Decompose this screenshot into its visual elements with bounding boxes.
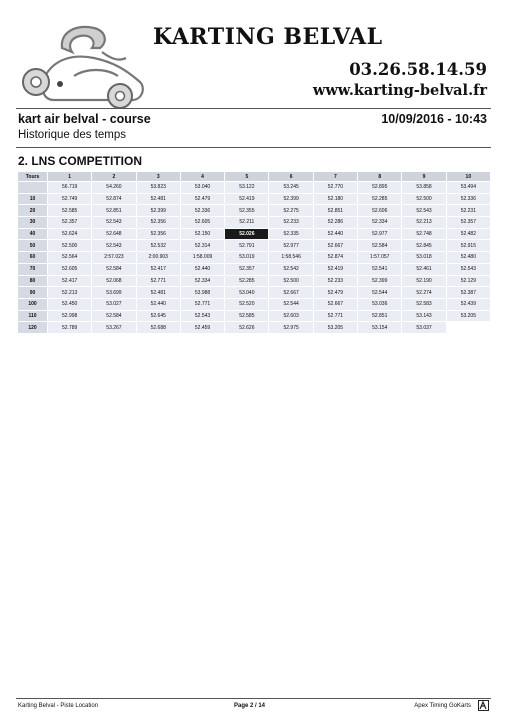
table-row — [18, 322, 491, 334]
lap-time-cell: 52.355 — [225, 205, 269, 217]
lap-time-cell: 52.585 — [225, 310, 269, 322]
lap-time-cell: 52.532 — [136, 240, 180, 252]
lap-time-cell: 52.439 — [446, 298, 490, 310]
lap-time-cell: 53.205 — [446, 310, 490, 322]
lap-time-cell: 52.771 — [313, 310, 357, 322]
lap-time-cell: 52.399 — [136, 205, 180, 217]
lap-time-cell: 52.231 — [446, 205, 490, 217]
lap-time-cell: 52.543 — [180, 310, 224, 322]
lap-number-cell: 10 — [18, 193, 48, 205]
column-header-laps: Tours — [18, 172, 48, 182]
lap-time-cell: 1:58.546 — [269, 252, 313, 264]
lap-time-cell: 52.129 — [446, 275, 490, 287]
lap-time-cell: 53.036 — [358, 298, 402, 310]
lap-time-cell: 53.037 — [402, 322, 446, 334]
table-row — [18, 263, 491, 275]
lap-time-cell: 52.440 — [313, 228, 357, 240]
lap-time-cell: 52.624 — [48, 228, 92, 240]
lap-time-cell: 52.419 — [313, 263, 357, 275]
lap-time-cell: 52.771 — [180, 298, 224, 310]
lap-time-cell: 52.480 — [446, 252, 490, 264]
lap-time-cell: 52.874 — [313, 252, 357, 264]
lap-time-cell: 52.274 — [402, 287, 446, 299]
lap-time-cell: 53.245 — [269, 182, 313, 194]
table-header-row — [18, 172, 491, 182]
lap-time-cell: 2:57.023 — [92, 252, 136, 264]
lap-time-cell: 53.018 — [402, 252, 446, 264]
lap-time-cell: 52.998 — [48, 310, 92, 322]
lap-time-cell: 52.605 — [180, 217, 224, 229]
lap-time-cell: 52.213 — [402, 217, 446, 229]
lap-time-cell: 53.205 — [313, 322, 357, 334]
lap-time-cell: 52.285 — [358, 193, 402, 205]
lap-number-cell: 80 — [18, 275, 48, 287]
footer-location: Karting Belval - Piste Location — [18, 703, 99, 709]
lap-time-cell: 52.605 — [48, 263, 92, 275]
lap-number-cell: 120 — [18, 322, 48, 334]
lap-time-cell: 52.440 — [180, 263, 224, 275]
lap-time-cell: 52.399 — [269, 193, 313, 205]
lap-time-cell: 52.334 — [180, 275, 224, 287]
lap-time-cell: 53.494 — [446, 182, 490, 194]
lap-time-cell: 52.645 — [136, 310, 180, 322]
lap-time-cell: 52.606 — [358, 205, 402, 217]
lap-time-cell: 52.845 — [402, 240, 446, 252]
lap-number-cell: 100 — [18, 298, 48, 310]
table-row — [18, 182, 491, 194]
lap-time-cell: 52.285 — [225, 275, 269, 287]
lap-number-cell: 70 — [18, 263, 48, 275]
column-header-col-5: 5 — [225, 172, 269, 182]
table-body — [18, 182, 491, 334]
lap-time-cell: 52.334 — [358, 217, 402, 229]
lap-time-cell: 52.541 — [358, 263, 402, 275]
lap-time-cell: 52.544 — [358, 287, 402, 299]
lap-time-cell: 52.275 — [269, 205, 313, 217]
lap-time-cell: 52.564 — [48, 252, 92, 264]
lap-time-cell: 52.399 — [358, 275, 402, 287]
section-title: 2. LNS COMPETITION — [18, 154, 143, 168]
lap-time-cell: 52.479 — [180, 193, 224, 205]
lap-time-cell: 52.603 — [269, 310, 313, 322]
lap-time-cell: 52.213 — [48, 287, 92, 299]
lap-time-cell: 52.748 — [402, 228, 446, 240]
best-lap-time-cell: 52.026 — [225, 228, 269, 240]
lap-time-cell: 53.143 — [402, 310, 446, 322]
lap-time-cell: 56.719 — [48, 182, 92, 194]
lap-time-cell: 52.500 — [48, 240, 92, 252]
column-header-col-1: 1 — [48, 172, 92, 182]
lap-time-cell: 52.335 — [269, 228, 313, 240]
lap-time-cell: 52.975 — [269, 322, 313, 334]
lap-time-cell: 53.858 — [402, 182, 446, 194]
lap-time-cell: 53.154 — [358, 322, 402, 334]
lap-time-cell: 52.583 — [402, 298, 446, 310]
lap-time-cell: 52.915 — [446, 240, 490, 252]
lap-time-cell: 52.977 — [358, 228, 402, 240]
column-header-col-6: 6 — [269, 172, 313, 182]
lap-time-cell: 2:00.903 — [136, 252, 180, 264]
website-address: www.karting-belval.fr — [312, 82, 487, 99]
lap-time-cell: 52.667 — [313, 240, 357, 252]
column-header-col-8: 8 — [358, 172, 402, 182]
lap-time-cell: 52.500 — [402, 193, 446, 205]
lap-time-cell: 52.688 — [136, 322, 180, 334]
table-row — [18, 310, 491, 322]
lap-time-cell: 52.286 — [313, 217, 357, 229]
table-row — [18, 252, 491, 264]
lap-time-cell: 52.356 — [136, 228, 180, 240]
empty-cell — [446, 322, 490, 334]
brand-title: KARTING BELVAL — [153, 24, 383, 50]
lap-number-cell: 30 — [18, 217, 48, 229]
lap-time-cell: 52.770 — [313, 182, 357, 194]
lap-time-cell: 52.667 — [313, 298, 357, 310]
lap-time-cell: 53.040 — [180, 182, 224, 194]
lap-time-cell: 52.417 — [136, 263, 180, 275]
lap-time-cell: 52.544 — [269, 298, 313, 310]
lap-number-cell: 20 — [18, 205, 48, 217]
lap-time-cell: 53.267 — [92, 322, 136, 334]
lap-time-cell: 52.543 — [402, 205, 446, 217]
lap-time-cell: 52.667 — [269, 287, 313, 299]
lap-time-cell: 52.481 — [136, 287, 180, 299]
lap-time-cell: 53.027 — [92, 298, 136, 310]
lap-time-cell: 52.648 — [92, 228, 136, 240]
table-row — [18, 240, 491, 252]
lap-time-cell: 52.356 — [136, 217, 180, 229]
table-row — [18, 205, 491, 217]
lap-time-cell: 53.823 — [136, 182, 180, 194]
lap-time-cell: 52.150 — [180, 228, 224, 240]
lap-number-cell: 50 — [18, 240, 48, 252]
lap-time-cell: 52.789 — [48, 322, 92, 334]
lap-number-cell: 110 — [18, 310, 48, 322]
lap-time-cell: 52.584 — [358, 240, 402, 252]
apex-logo-icon — [478, 700, 489, 711]
page-number: Page 2 / 14 — [234, 703, 266, 709]
lap-time-cell: 52.387 — [446, 287, 490, 299]
event-title: kart air belval - course — [18, 112, 151, 126]
karting-logo — [14, 18, 164, 110]
lap-time-cell: 52.851 — [92, 205, 136, 217]
lap-number-cell: 60 — [18, 252, 48, 264]
lap-time-cell: 52.190 — [402, 275, 446, 287]
lap-time-cell: 52.233 — [269, 217, 313, 229]
lap-time-cell: 52.542 — [269, 263, 313, 275]
lap-time-cell: 52.357 — [48, 217, 92, 229]
lap-time-cell: 52.180 — [313, 193, 357, 205]
lap-time-cell: 52.482 — [446, 228, 490, 240]
column-header-col-9: 9 — [402, 172, 446, 182]
lap-number-cell: 40 — [18, 228, 48, 240]
table-row — [18, 193, 491, 205]
lap-time-cell: 52.417 — [48, 275, 92, 287]
lap-time-cell: 52.479 — [313, 287, 357, 299]
lap-time-cell: 1:57.057 — [358, 252, 402, 264]
lap-time-cell: 52.895 — [358, 182, 402, 194]
lap-time-cell: 52.851 — [358, 310, 402, 322]
lap-time-cell: 52.500 — [269, 275, 313, 287]
lap-time-cell: 52.336 — [180, 205, 224, 217]
phone-number: 03.26.58.14.59 — [349, 60, 487, 79]
lap-time-cell: 52.336 — [446, 193, 490, 205]
lap-time-cell: 1:58.009 — [180, 252, 224, 264]
header-divider — [16, 108, 491, 109]
lap-time-cell: 52.749 — [48, 193, 92, 205]
table-row — [18, 275, 491, 287]
table-row — [18, 217, 491, 229]
lap-time-cell: 52.481 — [136, 193, 180, 205]
lap-number-cell — [18, 182, 48, 194]
lap-time-cell: 52.459 — [180, 322, 224, 334]
lap-times-table — [17, 171, 491, 334]
lap-time-cell: 52.461 — [402, 263, 446, 275]
lap-time-cell: 52.977 — [269, 240, 313, 252]
lap-time-cell: 52.419 — [225, 193, 269, 205]
lap-time-cell: 52.771 — [136, 275, 180, 287]
lap-time-cell: 52.626 — [225, 322, 269, 334]
lap-time-cell: 52.851 — [313, 205, 357, 217]
lap-time-cell: 52.543 — [446, 263, 490, 275]
lap-time-cell: 52.543 — [92, 240, 136, 252]
lap-time-cell: 52.450 — [48, 298, 92, 310]
lap-time-cell: 52.068 — [92, 275, 136, 287]
lap-time-cell: 53.040 — [225, 287, 269, 299]
lap-time-cell: 52.440 — [136, 298, 180, 310]
column-header-col-4: 4 — [180, 172, 224, 182]
lap-time-cell: 54.260 — [92, 182, 136, 194]
lap-time-cell: 52.584 — [92, 310, 136, 322]
lap-time-cell: 52.874 — [92, 193, 136, 205]
lap-time-cell: 53.122 — [225, 182, 269, 194]
column-header-col-2: 2 — [92, 172, 136, 182]
page-subtitle: Historique des temps — [18, 129, 127, 141]
lap-time-cell: 52.233 — [313, 275, 357, 287]
lap-time-cell: 52.314 — [180, 240, 224, 252]
lap-time-cell: 53.699 — [92, 287, 136, 299]
column-header-col-10: 10 — [446, 172, 490, 182]
lap-time-cell: 52.357 — [446, 217, 490, 229]
lap-time-cell: 52.211 — [225, 217, 269, 229]
lap-time-cell: 52.791 — [225, 240, 269, 252]
event-date: 10/09/2016 - 10:43 — [381, 112, 487, 126]
lap-number-cell: 90 — [18, 287, 48, 299]
lap-time-cell: 52.543 — [92, 217, 136, 229]
lap-time-cell: 53.019 — [225, 252, 269, 264]
lap-time-cell: 53.988 — [180, 287, 224, 299]
footer-software: Apex Timing GoKarts — [414, 703, 471, 709]
table-row — [18, 228, 491, 240]
table-row — [18, 298, 491, 310]
lap-time-cell: 52.357 — [225, 263, 269, 275]
table-row — [18, 287, 491, 299]
subtitle-divider — [16, 147, 491, 148]
lap-time-cell: 52.520 — [225, 298, 269, 310]
column-header-col-3: 3 — [136, 172, 180, 182]
lap-time-cell: 52.585 — [48, 205, 92, 217]
column-header-col-7: 7 — [313, 172, 357, 182]
footer-divider — [16, 698, 491, 699]
lap-time-cell: 52.584 — [92, 263, 136, 275]
